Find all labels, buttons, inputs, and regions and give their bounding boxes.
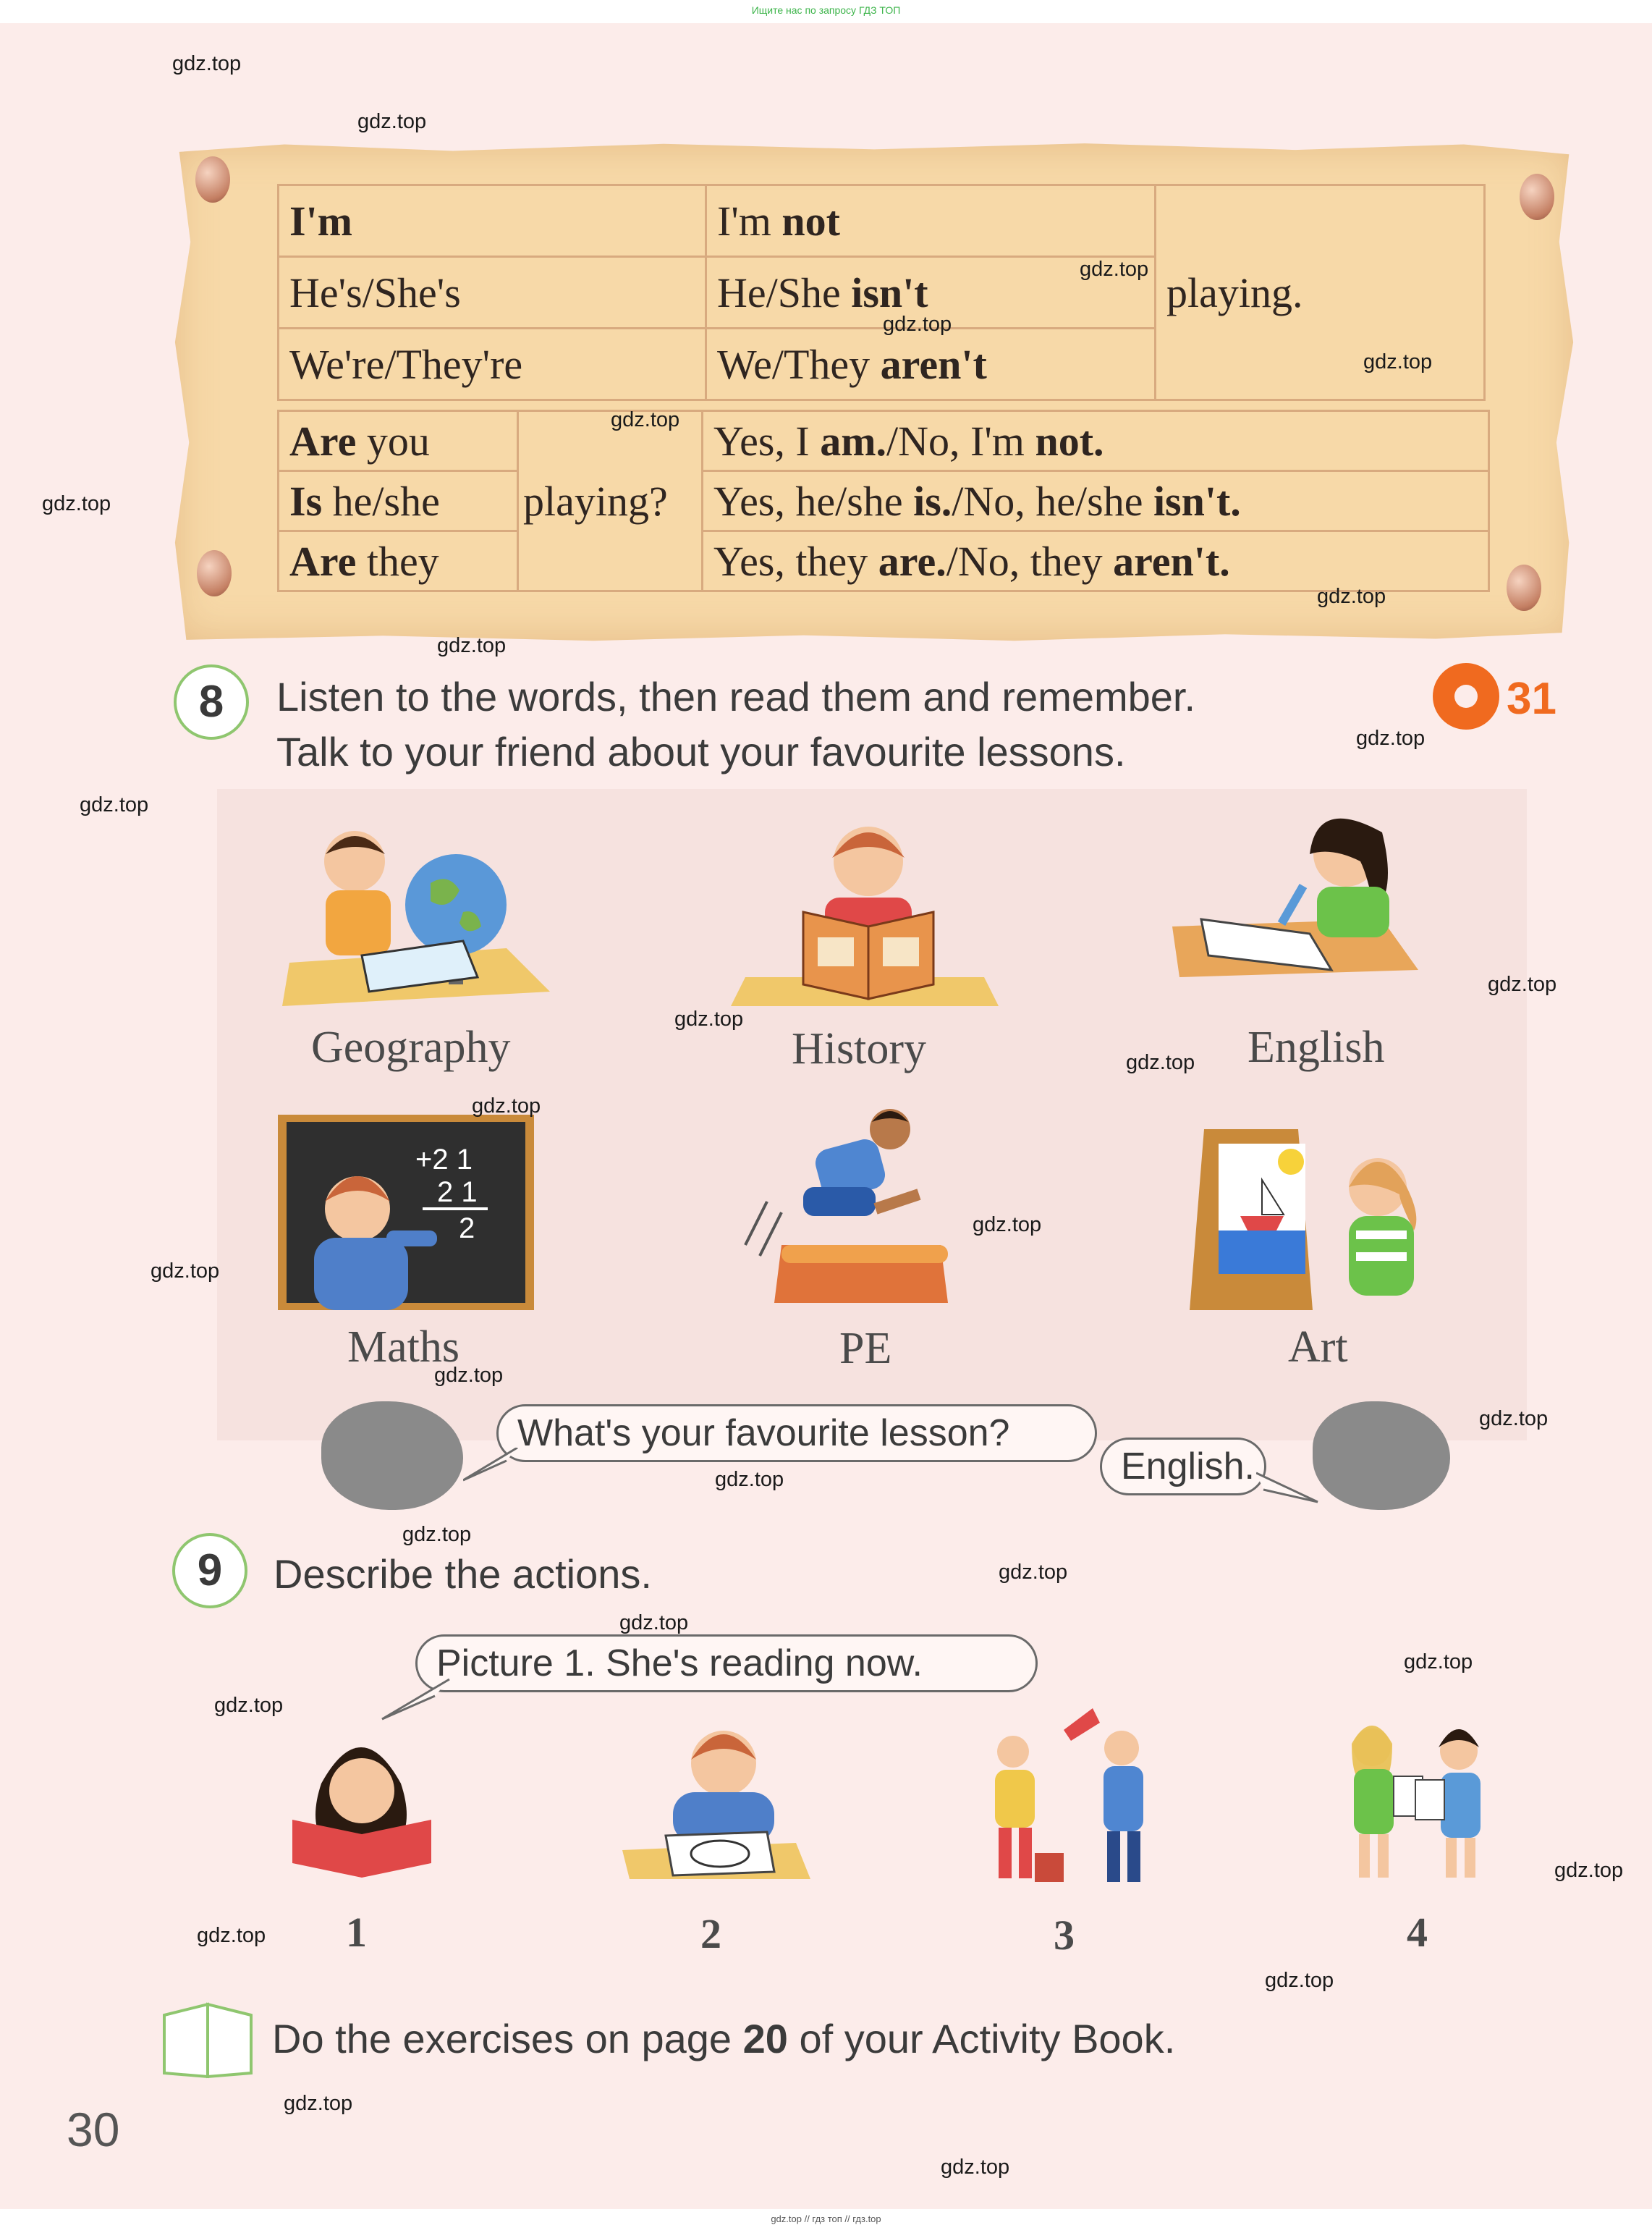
watermark: gdz.top xyxy=(472,1094,541,1118)
watermark: gdz.top xyxy=(973,1213,1042,1236)
question-verb: playing? xyxy=(518,411,703,591)
watermark: gdz.top xyxy=(172,52,242,75)
short-answer: Yes, he/she is./No, he/she isn't. xyxy=(703,471,1489,531)
picture-number: 3 xyxy=(1054,1912,1075,1959)
watermark: gdz.top xyxy=(151,1259,220,1283)
watermark: gdz.top xyxy=(1404,1650,1473,1673)
lesson-label: English xyxy=(1248,1023,1385,1072)
negative-form: We/They aren't xyxy=(706,329,1156,400)
watermark: gdz.top xyxy=(1363,350,1433,373)
affirm-subject: He's/She's xyxy=(279,257,706,329)
speech-bubble-question: What's your favourite lesson? xyxy=(496,1404,1097,1462)
watermark: gdz.top xyxy=(284,2092,353,2115)
picture-painting-men-icon xyxy=(962,1708,1179,1889)
picture-number: 2 xyxy=(700,1910,721,1957)
short-answer: Yes, they are./No, they aren't. xyxy=(703,531,1489,591)
watermark: gdz.top xyxy=(999,1561,1068,1584)
negative-form: He/She isn't xyxy=(706,257,1156,329)
picture-drawing-boy-icon xyxy=(622,1720,810,1879)
page-number: 30 xyxy=(67,2103,120,2156)
pe-picture-icon xyxy=(731,1100,962,1310)
lesson-label: PE xyxy=(839,1324,892,1373)
pin-icon xyxy=(195,156,230,203)
negative-form: I'm not xyxy=(706,185,1156,257)
watermark: gdz.top xyxy=(42,492,111,515)
exercise-instruction: Describe the actions. xyxy=(274,1551,652,1597)
svg-text:2: 2 xyxy=(459,1212,475,1244)
picture-number: 4 xyxy=(1407,1909,1428,1956)
svg-text:+2 1: +2 1 xyxy=(415,1144,473,1175)
picture-reading-girls-icon xyxy=(1329,1711,1502,1885)
verb-cell: playing. xyxy=(1156,185,1485,400)
watermark: gdz.top xyxy=(434,1364,504,1387)
bubble-tail-icon xyxy=(1256,1469,1321,1506)
question-subject: Are you xyxy=(279,411,518,471)
question-subject: Is he/she xyxy=(279,471,518,531)
lesson-label: History xyxy=(792,1024,926,1073)
watermark: gdz.top xyxy=(437,634,507,657)
watermark: gdz.top xyxy=(1126,1051,1195,1074)
affirmative-negative-table xyxy=(277,184,1486,401)
watermark: gdz.top xyxy=(941,2156,1010,2179)
watermark: gdz.top xyxy=(1080,258,1149,281)
watermark: gdz.top xyxy=(1488,973,1557,996)
question-answer-table xyxy=(277,410,1490,592)
watermark: gdz.top xyxy=(402,1523,472,1546)
question-subject: Are they xyxy=(279,531,518,591)
bubble-tail-icon xyxy=(381,1678,453,1721)
lesson-label: Art xyxy=(1288,1322,1348,1372)
bubble-tail-icon xyxy=(463,1448,521,1484)
pin-icon xyxy=(197,550,232,596)
picture-number: 1 xyxy=(346,1909,367,1956)
exercise-instruction: Talk to your friend about your favourite lessons. xyxy=(276,729,1126,774)
watermark: gdz.top xyxy=(674,1008,744,1031)
picture-reading-girl-icon xyxy=(278,1733,446,1878)
top-note: Ищите нас по запросу ГДЗ ТОП xyxy=(751,4,901,16)
geography-picture-icon xyxy=(275,811,579,1013)
english-picture-icon xyxy=(1165,796,1454,1013)
track-number: 31 xyxy=(1507,674,1556,724)
affirm-subject: I'm xyxy=(279,185,706,257)
watermark: gdz.top xyxy=(197,1924,266,1947)
art-picture-icon xyxy=(1175,1129,1450,1310)
maths-picture-icon xyxy=(278,1115,534,1310)
affirm-subject: We're/They're xyxy=(279,329,706,400)
pin-icon xyxy=(1520,174,1554,220)
watermark: gdz.top xyxy=(214,1694,284,1717)
watermark: gdz.top xyxy=(715,1468,784,1491)
audio-cd-icon[interactable] xyxy=(1433,663,1499,730)
watermark: gdz.top xyxy=(357,110,427,133)
watermark: gdz.top xyxy=(1265,1969,1334,1992)
watermark: gdz.top xyxy=(80,793,149,816)
watermark: gdz.top xyxy=(1317,585,1386,608)
watermark: gdz.top xyxy=(1479,1407,1549,1430)
watermark: gdz.top xyxy=(1356,727,1426,750)
speech-bubble-answer: English. xyxy=(1100,1438,1266,1495)
pin-icon xyxy=(1507,565,1541,611)
lesson-label: Maths xyxy=(347,1322,459,1372)
exercise-instruction: Listen to the words, then read them and remember. xyxy=(276,674,1196,719)
watermark: gdz.top xyxy=(611,408,680,431)
svg-text:2 1: 2 1 xyxy=(437,1176,478,1208)
watermark: gdz.top xyxy=(619,1611,689,1634)
exercise-number: 9 xyxy=(172,1533,247,1608)
activity-instruction: Do the exercises on page 20 of your Activity Book. xyxy=(272,2016,1176,2061)
bottom-note: gdz.top // гдз топ // гдз.top xyxy=(771,2213,881,2224)
watermark: gdz.top xyxy=(1554,1859,1624,1882)
speech-bubble-example: Picture 1. She's reading now. xyxy=(415,1634,1038,1692)
activity-book-icon xyxy=(161,2001,255,2080)
history-picture-icon xyxy=(724,803,1013,1013)
watermark: gdz.top xyxy=(883,313,952,336)
exercise-number: 8 xyxy=(174,664,249,740)
lesson-label: Geography xyxy=(311,1023,511,1072)
short-answer: Yes, I am./No, I'm not. xyxy=(703,411,1489,471)
